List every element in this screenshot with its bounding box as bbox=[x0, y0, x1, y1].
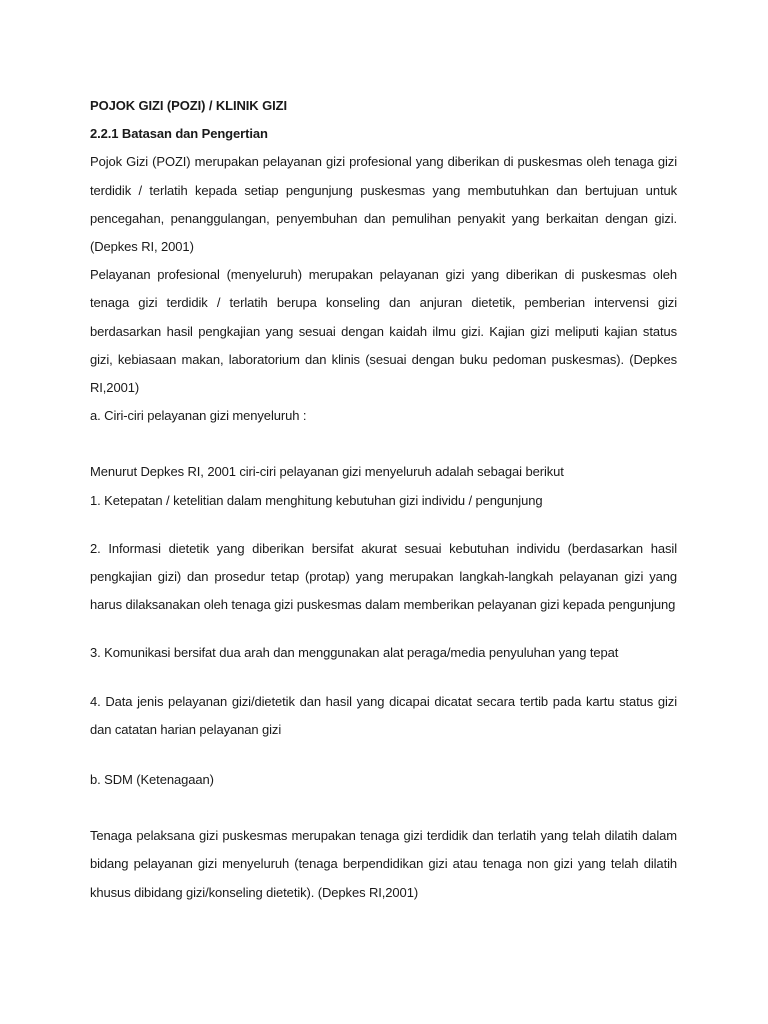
characteristics-intro: Menurut Depkes RI, 2001 ciri-ciri pelayanan gizi menyeluruh adalah sebagai berikut bbox=[90, 464, 564, 480]
list-item-2: 2. Informasi dietetik yang diberikan bersifat akurat sesuai kebutuhan individu (berdasarkan hasil pengkajian gizi) dan prosedur tetap (protap) yang merupakan langkah-langkah pelayanan gizi yang harus dilaksanakan oleh tenaga gizi puskesmas dalam memberikan pelayanan gizi kepada pengunjung bbox=[90, 540, 677, 613]
list-item-3: 3. Komunikasi bersifat dua arah dan menggunakan alat peraga/media penyuluhan yang tepat bbox=[90, 645, 619, 661]
paragraph-professional-service: Pelayanan profesional (menyeluruh) merupakan pelayanan gizi yang diberikan di puskesmas oleh tenaga gizi terdidik / terlatih berupa konseling dan anjuran dietetik, pemberian intervensi gizi berdasarkan hasil pengkajian yang sesuai dengan kaidah ilmu gizi. Kajian gizi meliputi kajian status gizi, kebiasaan makan, laboratorium dan klinis (sesuai dengan buku pedoman puskesmas). (Depkes RI,2001) bbox=[90, 267, 677, 396]
paragraph-pozi-definition: Pojok Gizi (POZI) merupakan pelayanan gizi profesional yang diberikan di puskesmas oleh tenaga gizi terdidik / terlatih kepada setiap pengunjung puskesmas yang membutuhkan dan bertujuan untuk pencegahan, penanggulangan, penyembuhan dan pemulihan penyakit yang berkaitan dengan gizi. (Depkes RI, 2001) bbox=[90, 154, 677, 255]
list-item-4: 4. Data jenis pelayanan gizi/dietetik dan hasil yang dicapai dicatat secara tertib pada kartu status gizi dan catatan harian pelayanan gizi bbox=[90, 693, 677, 737]
list-item-1: 1. Ketepatan / ketelitian dalam menghitung kebutuhan gizi individu / pengunjung bbox=[90, 492, 543, 508]
paragraph-hr: Tenaga pelaksana gizi puskesmas merupakan tenaga gizi terdidik dan terlatih yang telah dilatih dalam bidang pelayanan gizi menyeluruh (tenaga berpendidikan gizi atau tenaga non gizi yang telah dilatih khusus dibidang gizi/konseling dietetik). (Depkes RI,2001) bbox=[90, 828, 677, 900]
document-body bbox=[90, 92, 677, 907]
subheading-characteristics: a. Ciri-ciri pelayanan gizi menyeluruh : bbox=[90, 408, 307, 424]
document-title: POJOK GIZI (POZI) / KLINIK GIZI bbox=[90, 98, 287, 113]
subheading-hr: b. SDM (Ketenagaan) bbox=[90, 772, 214, 788]
section-heading: 2.2.1 Batasan dan Pengertian bbox=[90, 126, 268, 142]
